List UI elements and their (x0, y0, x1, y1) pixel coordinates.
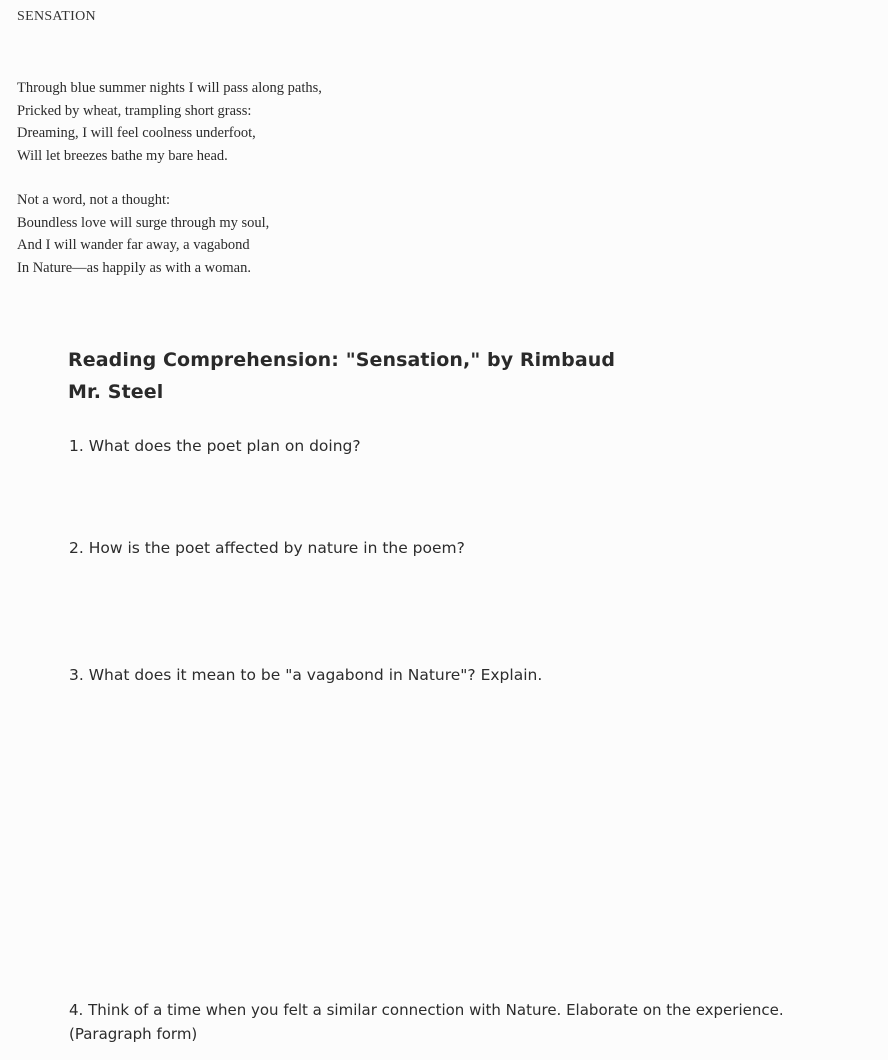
poem-line: Will let breezes bathe my bare head. (17, 147, 228, 164)
poem-line: Not a word, not a thought: (17, 192, 171, 208)
poem-stanza-2 (17, 189, 269, 279)
question-2: 2. How is the poet affected by nature in the poem? (69, 539, 465, 557)
question-4 (69, 998, 784, 1046)
poem-line: Through blue summer nights I will pass along paths, (17, 80, 322, 96)
question-3: 3. What does it mean to be "a vagabond in Nature"? Explain. (69, 666, 543, 684)
worksheet-title: Reading Comprehension: "Sensation," by Rimbaud (68, 349, 616, 371)
question-4-text: 4. Think of a time when you felt a similar connection with Nature. Elaborate on the experience. (69, 1001, 784, 1019)
poem-stanza-1 (17, 77, 322, 167)
poem-title: SENSATION (17, 9, 96, 24)
teacher-name: Mr. Steel (68, 381, 164, 403)
question-4-note: (Paragraph form) (69, 1025, 198, 1043)
poem-line: Boundless love will surge through my soul, (17, 214, 270, 231)
poem-line: In Nature—as happily as with a woman. (17, 259, 251, 276)
poem-line: Pricked by wheat, trampling short grass: (17, 102, 252, 119)
poem-line: Dreaming, I will feel coolness underfoot, (17, 125, 256, 141)
worksheet-heading (68, 344, 615, 408)
poem-line: And I will wander far away, a vagabond (17, 237, 250, 253)
question-1: 1. What does the poet plan on doing? (69, 437, 361, 455)
